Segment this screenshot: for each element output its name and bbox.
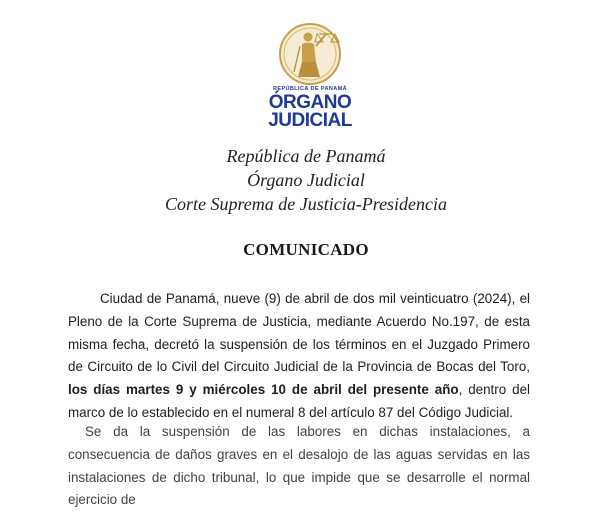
document-title: COMUNICADO [243, 240, 369, 259]
paragraph-1-bold-dates: los días martes 9 y miércoles 10 de abril del presente año [68, 382, 459, 398]
header-organo-judicial: Órgano Judicial [247, 170, 365, 190]
paragraph-2-text: Se da la suspensión de las labores en dichas instalaciones, a consecuencia de daños graves en el desalojo de las aguas servidas en las instalaciones de dicho tribunal, lo que impide que se desarrolle el normal ejercicio de [68, 424, 530, 508]
paragraph-1-text: Ciudad de Panamá, nueve (9) de abril de dos mil veinticuatro (2024), el Pleno de la Corte Suprema de Justicia, mediante Acuerdo No.197, de esta misma fecha, decretó la suspensión de los términos en el Juzgado Primero de Circuito de lo Civil del Circuito Judicial de la Provincia de Bocas del Toro, [68, 291, 530, 375]
organo-judicial-logo [262, 22, 358, 130]
logo-organo-text: ÓRGANO [268, 92, 352, 113]
header-republica: República de Panamá [226, 146, 386, 166]
header-corte-suprema: Corte Suprema de Justicia-Presidencia [164, 194, 448, 214]
paragraph-1-text-end: , dentro del marco de lo establecido en el numeral 8 del artículo 87 del Código Judicial. [68, 382, 530, 420]
paragraph-2 [68, 421, 530, 512]
lady-justice-icon [272, 22, 348, 86]
paragraph-1 [68, 288, 530, 425]
logo-republic-text: REPÚBLICA DE PANAMÁ [273, 86, 347, 92]
logo-judicial-text: JUDICIAL [268, 110, 352, 131]
